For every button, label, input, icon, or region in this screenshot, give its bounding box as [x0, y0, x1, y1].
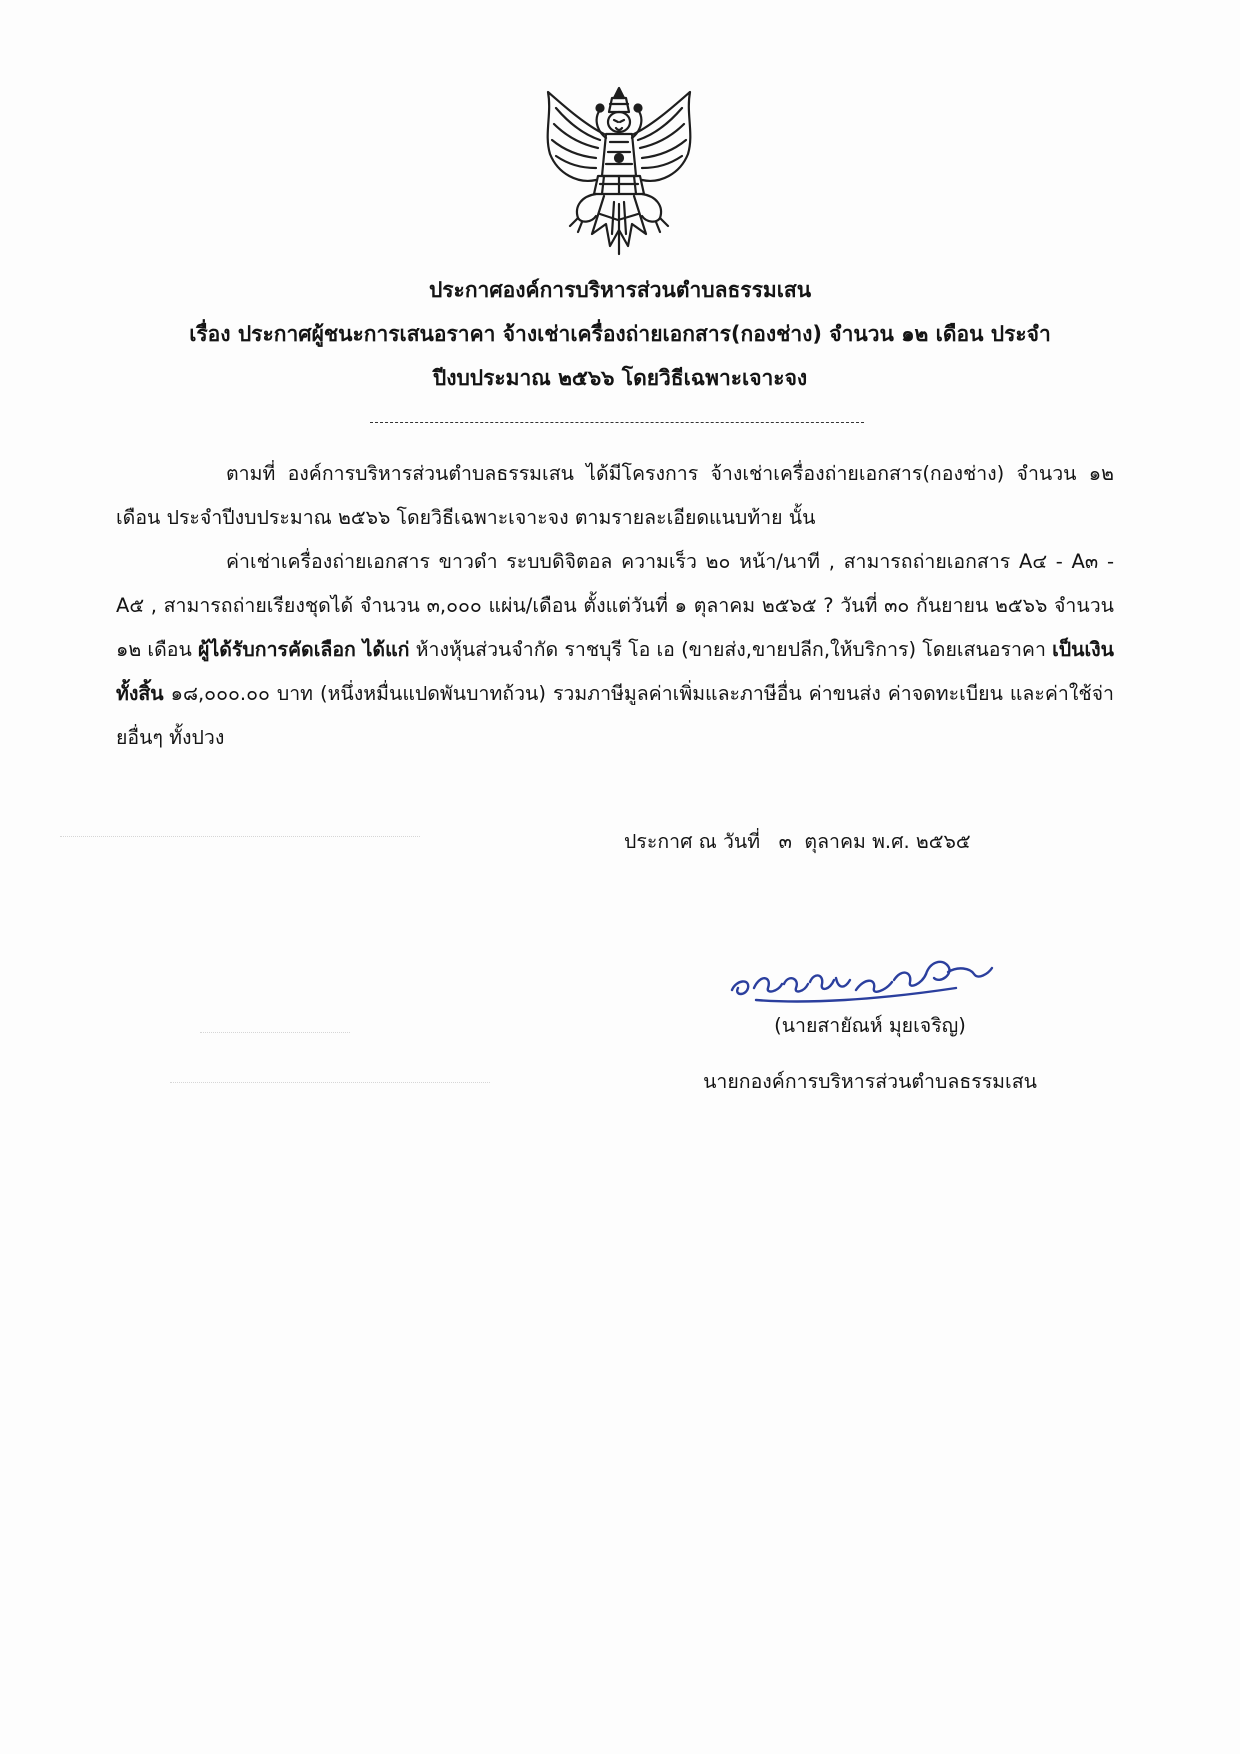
signer-title: นายกองค์การบริหารส่วนตำบลธรรมเสน [703, 1070, 1037, 1093]
announcement-heading [100, 268, 1140, 400]
selected-vendor-label: ผู้ได้รับการคัดเลือก ได้แก่ [198, 638, 410, 661]
subject-line-1: เรื่อง ประกาศผู้ชนะการเสนอราคา จ้างเช่าเครื่องถ่ายเอกสาร(กองช่าง) จำนวน ๑๒ เดือน ประจำ [189, 322, 1051, 346]
garuda-emblem-icon [534, 84, 704, 260]
paragraph-2-part-1: ค่าเช่าเครื่องถ่ายเอกสาร ขาวดำ ระบบดิจิตอล ความเร็ว ๒๐ หน้า/นาที , สามารถถ่ายเอกสาร A๔ - A๓ - A๕ , สามารถถ่ายเรียงชุดได้ จำนวน ๓,๐๐๐ แผ่น/เดือน ตั้งแต่วันที่ ๑ ตุลาคม ๒๕๖๕ ? วันที่ ๓๐ กันยายน ๒๕๖๖ จำนวน ๑๒ เดือน [116, 550, 1114, 661]
issuer-title: ประกาศองค์การบริหารส่วนตำบลธรรมเสน [428, 278, 812, 302]
paragraph-2-part-3: ๑๘,๐๐๐.๐๐ บาท (หนึ่งหมื่นแปดพันบาทถ้วน) รวมภาษีมูลค่าเพิ่มและภาษีอื่น ค่าขนส่ง ค่าจดทะเบียน และค่าใช้จ่ายอื่นๆ ทั้งปวง [116, 682, 1114, 749]
scan-bleed-mark [170, 1082, 490, 1089]
subject-line-2: ปีงบประมาณ ๒๕๖๖ โดยวิธีเฉพาะเจาะจง [432, 366, 808, 390]
scan-bleed-mark [200, 1032, 350, 1039]
total-amount-label: เป็นเงินทั้งสิ้น [116, 638, 1114, 705]
paragraph-2-part-2: ห้างหุ้นส่วนจำกัด ราชบุรี โอ เอ (ขายส่ง,ขายปลีก,ให้บริการ) โดยเสนอราคา [415, 638, 1046, 661]
body-paragraph-2 [116, 540, 1114, 760]
scan-bleed-mark [60, 836, 420, 843]
announcement-date: ประกาศ ณ วันที่ ๓ ตุลาคม พ.ศ. ๒๕๖๕ [624, 830, 971, 853]
signer-name: (นายสายัณห์ มุยเจริญ) [774, 1014, 966, 1037]
handwritten-signature-icon [726, 944, 1006, 1012]
dashed-divider [370, 422, 864, 423]
body-paragraph-1: ตามที่ องค์การบริหารส่วนตำบลธรรมเสน ได้มีโครงการ จ้างเช่าเครื่องถ่ายเอกสาร(กองช่าง) จำนวน ๑๒ เดือน ประจำปีงบประมาณ ๒๕๖๖ โดยวิธีเฉพาะเจาะจง ตามรายละเอียดแนบท้าย นั้น [116, 462, 1114, 529]
